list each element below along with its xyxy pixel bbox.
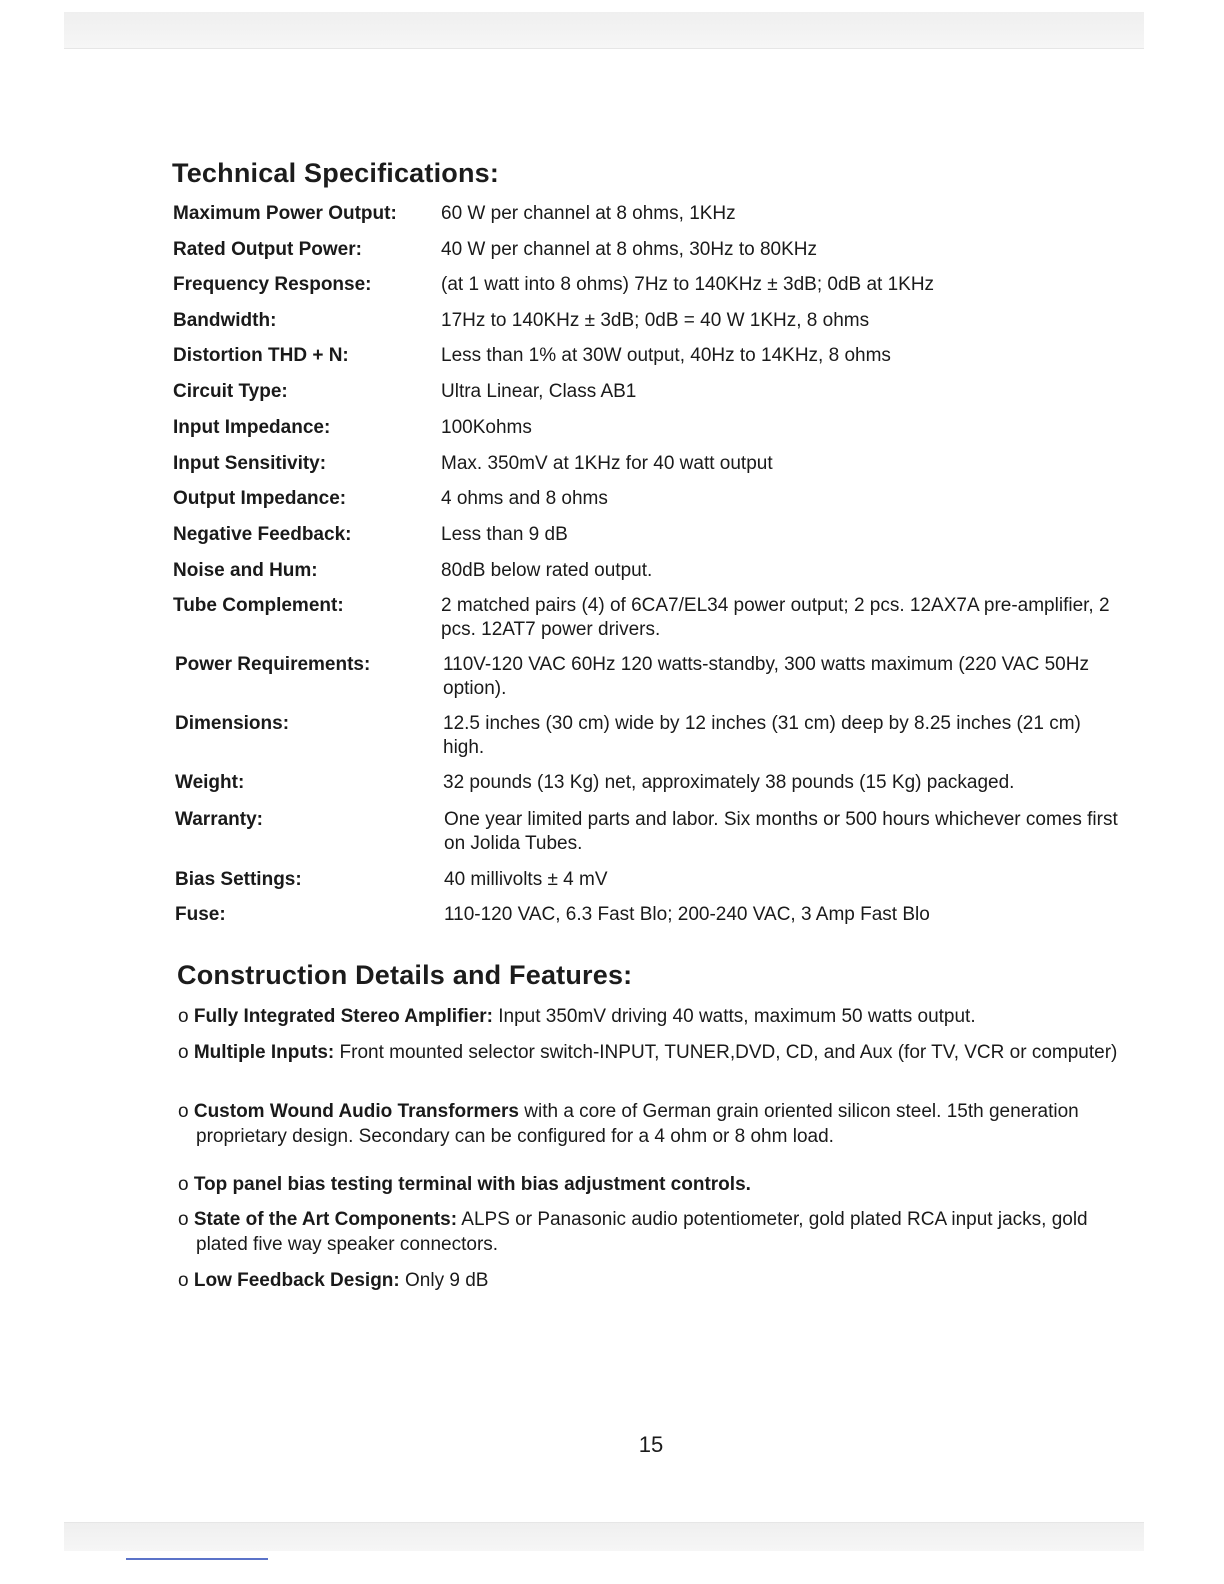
feature-text: Only 9 dB (399, 1270, 489, 1291)
spec-value: (at 1 watt into 8 ohms) 7Hz to 140KHz ± 3dB; 0dB at 1KHz (441, 274, 935, 295)
spec-label: Frequency Response: (173, 274, 372, 295)
spec-label: Noise and Hum: (173, 560, 318, 581)
spec-value: 12.5 inches (30 cm) wide by 12 inches (31 cm) deep by 8.25 inches (21 cm) high. (443, 713, 1081, 758)
spec-label: Power Requirements: (175, 654, 371, 675)
scan-edge-line (126, 1558, 268, 1560)
tech-specs-title: Technical Specifications: (172, 158, 500, 188)
feature-text: ALPS or Panasonic audio potentiometer, gold plated RCA input jacks, gold plated five way speaker connectors. (196, 1209, 1088, 1255)
spec-value: 60 W per channel at 8 ohms, 1KHz (441, 203, 736, 224)
spec-value: 4 ohms and 8 ohms (441, 488, 608, 509)
feature-item (178, 1099, 1136, 1149)
feature-title: Fully Integrated Stereo Amplifier: (193, 1006, 493, 1027)
bullet-marker: o (178, 1209, 189, 1230)
spec-value: 2 matched pairs (4) of 6CA7/EL34 power output; 2 pcs. 12AX7A pre-amplifier, 2 pcs. 12AT7 power drivers. (441, 595, 1110, 640)
scan-top-band (64, 12, 1144, 49)
bullet-marker: o (178, 1042, 189, 1063)
feature-item (178, 1004, 1118, 1029)
feature-item (178, 1172, 1136, 1197)
feature-title: Top panel bias testing terminal with bias adjustment controls. (193, 1174, 751, 1195)
feature-item (178, 1207, 1136, 1257)
spec-value: 40 millivolts ± 4 mV (444, 869, 608, 890)
page-number: 15 (638, 1432, 664, 1457)
spec-label: Circuit Type: (173, 381, 288, 402)
feature-title: Custom Wound Audio Transformers (193, 1101, 519, 1122)
feature-title: Low Feedback Design: (193, 1270, 400, 1291)
spec-label: Output Impedance: (173, 488, 347, 509)
feature-text: with a core of German grain oriented silicon steel. 15th generation proprietary design. Secondary can be configured for a 4 ohm or 8 ohm load. (196, 1101, 1079, 1147)
spec-value: One year limited parts and labor. Six months or 500 hours whichever comes first on Jolida Tubes. (444, 809, 1118, 854)
spec-label: Input Sensitivity: (173, 453, 327, 474)
feature-text: Input 350mV driving 40 watts, maximum 50 watts output. (492, 1006, 976, 1027)
spec-label: Input Impedance: (173, 417, 331, 438)
feature-text: Front mounted selector switch-INPUT, TUNER,DVD, CD, and Aux (for TV, VCR or computer) (334, 1042, 1118, 1063)
spec-value: 110V-120 VAC 60Hz 120 watts-standby, 300 watts maximum (220 VAC 50Hz option). (443, 654, 1089, 699)
bullet-marker: o (178, 1006, 189, 1027)
scan-bottom-band (64, 1522, 1144, 1551)
bullet-marker: o (178, 1101, 189, 1122)
feature-item (178, 1040, 1118, 1065)
spec-value: 100Kohms (441, 417, 532, 438)
spec-label: Fuse: (175, 904, 226, 925)
spec-label: Warranty: (175, 809, 263, 830)
spec-value: 80dB below rated output. (441, 560, 653, 581)
spec-label: Distortion THD + N: (173, 345, 349, 366)
feature-item (178, 1268, 1136, 1293)
feature-title: State of the Art Components: (193, 1209, 458, 1230)
construction-title: Construction Details and Features: (177, 960, 633, 990)
spec-label: Weight: (175, 772, 245, 793)
spec-value: Ultra Linear, Class AB1 (441, 381, 637, 402)
spec-value: 32 pounds (13 Kg) net, approximately 38 pounds (15 Kg) packaged. (443, 772, 1015, 793)
spec-value: Less than 9 dB (441, 524, 568, 545)
spec-value: 40 W per channel at 8 ohms, 30Hz to 80KHz (441, 239, 817, 260)
spec-value: Less than 1% at 30W output, 40Hz to 14KHz, 8 ohms (441, 345, 891, 366)
bullet-marker: o (178, 1270, 189, 1291)
spec-label: Dimensions: (175, 713, 290, 734)
spec-value: 110-120 VAC, 6.3 Fast Blo; 200-240 VAC, 3 Amp Fast Blo (444, 904, 930, 925)
spec-label: Maximum Power Output: (173, 203, 397, 224)
spec-label: Bandwidth: (173, 310, 277, 331)
spec-label: Tube Complement: (173, 595, 344, 616)
spec-label: Negative Feedback: (173, 524, 352, 545)
spec-value: 17Hz to 140KHz ± 3dB; 0dB = 40 W 1KHz, 8 ohms (441, 310, 870, 331)
spec-label: Rated Output Power: (173, 239, 362, 260)
spec-label: Bias Settings: (175, 869, 302, 890)
bullet-marker: o (178, 1174, 189, 1195)
spec-value: Max. 350mV at 1KHz for 40 watt output (441, 453, 773, 474)
feature-title: Multiple Inputs: (193, 1042, 335, 1063)
